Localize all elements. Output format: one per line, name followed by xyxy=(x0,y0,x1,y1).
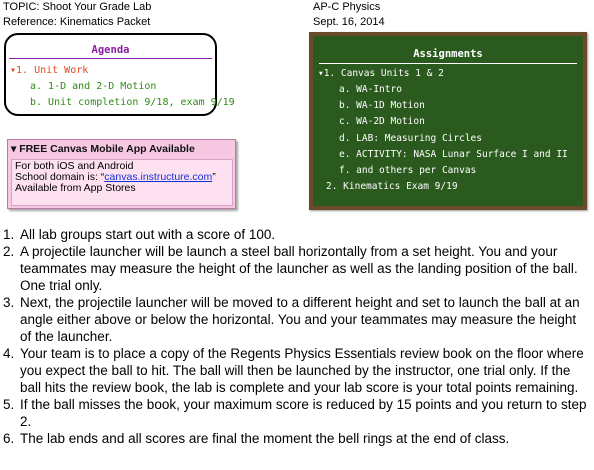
reference-label: Reference: Kinematics Packet xyxy=(3,16,151,28)
assignment-wa-intro: a. WA-Intro xyxy=(339,84,402,95)
agenda-title: Agenda xyxy=(91,44,130,56)
procedure-step xyxy=(3,226,591,243)
assignment-others: f. and others per Canvas xyxy=(339,165,477,176)
assignments-title: Assignments xyxy=(413,48,483,60)
agenda-subitem-completion: b. Unit completion 9/18, exam 9/19 xyxy=(30,97,235,108)
step-number: 1. xyxy=(3,227,15,242)
assignment-lab-circles: d. LAB: Measuring Circles xyxy=(339,133,482,144)
date-label: Sept. 16, 2014 xyxy=(313,16,385,28)
topic-label: TOPIC: Shoot Your Grade Lab xyxy=(3,1,152,13)
step-number: 5. xyxy=(3,397,15,412)
step-number: 3. xyxy=(3,295,15,310)
step-number: 4. xyxy=(3,346,15,361)
canvas-domain-prefix: School domain is: “ xyxy=(15,171,105,183)
agenda-divider xyxy=(9,58,212,59)
step-text: All lab groups start out with a score of 100. xyxy=(20,227,276,242)
assignment-canvas-units[interactable]: ▾1. Canvas Units 1 & 2 xyxy=(318,68,444,79)
assignment-wa-2d: c. WA-2D Motion xyxy=(339,116,425,127)
procedure-step xyxy=(3,294,591,345)
step-text: Next, the projectile launcher will be moved to a different height and set to launch the ball at an angle either above or below the horizontal. You and your teammates may measure the height of the launcher. xyxy=(20,295,580,344)
canvas-stores-line: Available from App Stores xyxy=(15,182,136,194)
canvas-platforms-line: For both iOS and Android xyxy=(15,160,134,172)
procedure-step xyxy=(3,345,591,396)
course-label: AP-C Physics xyxy=(313,1,381,13)
step-text: If the ball misses the book, your maximum score is reduced by 15 points and you return to step 2. xyxy=(20,397,587,429)
lab-procedure-list xyxy=(3,226,591,447)
canvas-domain-suffix: ” xyxy=(212,171,216,183)
step-text: The lab ends and all scores are final the moment the bell rings at the end of class. xyxy=(20,431,510,446)
canvas-notice-title[interactable]: ▾ FREE Canvas Mobile App Available xyxy=(11,143,195,155)
assignment-nasa-activity: e. ACTIVITY: NASA Lunar Surface I and II xyxy=(339,149,568,160)
header-right xyxy=(313,0,385,30)
agenda-item-unit-work[interactable]: ▾1. Unit Work xyxy=(10,65,89,76)
assignment-wa-1d: b. WA-1D Motion xyxy=(339,100,425,111)
canvas-app-notice xyxy=(7,139,236,209)
step-number: 2. xyxy=(3,244,15,259)
chalkboard-surface xyxy=(313,36,583,206)
step-number: 6. xyxy=(3,431,15,446)
procedure-step xyxy=(3,396,591,430)
agenda-card xyxy=(4,33,235,116)
procedure-step xyxy=(3,430,591,447)
procedure-step xyxy=(3,243,591,294)
assignments-board xyxy=(309,32,587,210)
step-text: Your team is to place a copy of the Regents Physics Essentials review book on the floor where you expect the ball to hit. The ball will then be launched by the instructor, one trial only. If the ball hits the review book, the lab is complete and your lab score is your total points remaining. xyxy=(20,346,584,395)
canvas-notice-body xyxy=(11,159,233,206)
canvas-domain-link[interactable]: canvas.instructure.com xyxy=(104,171,213,183)
step-text: A projectile launcher will be launch a steel ball horizontally from a set height. You and your teammates may measure the height of the launcher as well as the landing position of the ball. One trial only. xyxy=(20,244,578,293)
assignments-divider xyxy=(319,63,577,64)
agenda-subitem-motion: a. 1-D and 2-D Motion xyxy=(30,81,157,92)
assignment-kinematics-exam: 2. Kinematics Exam 9/19 xyxy=(326,181,458,192)
header-left xyxy=(3,0,151,30)
